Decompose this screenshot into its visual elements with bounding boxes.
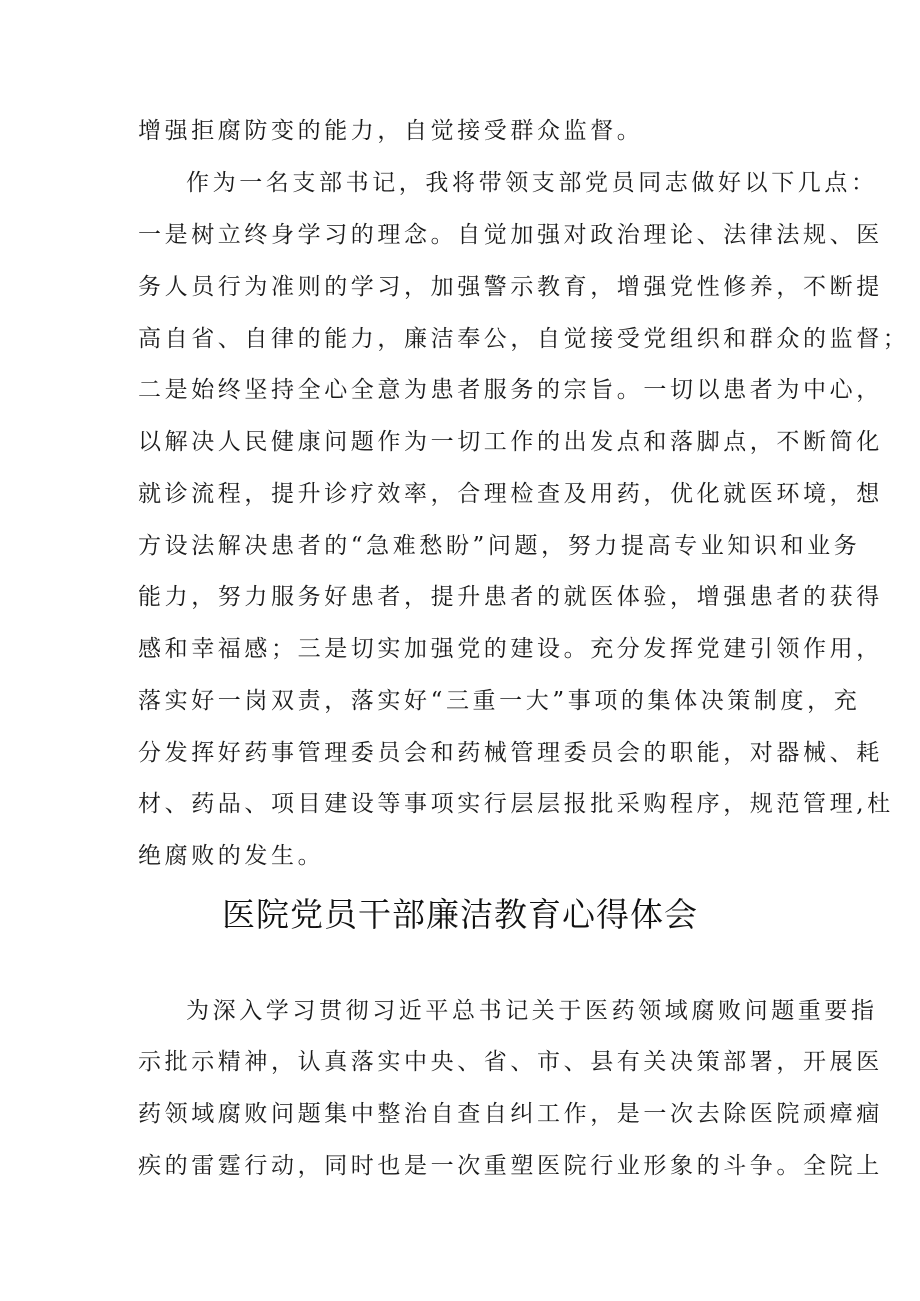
paragraph-line: 能力，努力服务好患者，提升患者的就医体验，增强患者的获得 [138, 584, 883, 610]
paragraph-line: 以解决人民健康问题作为一切工作的出发点和落脚点，不断简化 [138, 429, 883, 455]
paragraph-line: 作为一名支部书记，我将带领支部党员同志做好以下几点： [186, 170, 878, 196]
paragraph-line: 二是始终坚持全心全意为患者服务的宗旨。一切以患者为中心， [138, 377, 883, 403]
paragraph-line: 分发挥好药事管理委员会和药械管理委员会的职能，对器械、耗 [138, 740, 883, 766]
paragraph-line: 绝腐败的发生。 [138, 843, 325, 869]
article-title: 医院党员干部廉洁教育心得体会 [222, 895, 698, 934]
paragraph-line: 材、药品、项目建设等事项实行层层报批采购程序，规范管理,杜 [138, 791, 894, 817]
paragraph-line: 方设法解决患者的“急难愁盼”问题，努力提高专业知识和业务 [138, 533, 861, 559]
paragraph-line: 为深入学习贯彻习近平总书记关于医药领域腐败问题重要指 [186, 998, 878, 1024]
paragraph-line: 高自省、自律的能力，廉洁奉公，自觉接受党组织和群众的监督； [138, 326, 910, 352]
paragraph-line: 一是树立终身学习的理念。自觉加强对政治理论、法律法规、医 [138, 222, 883, 248]
paragraph-line: 务人员行为准则的学习，加强警示教育，增强党性修养，不断提 [138, 274, 883, 300]
paragraph-line: 示批示精神，认真落实中央、省、市、县有关决策部署，开展医 [138, 1049, 883, 1075]
paragraph-line: 增强拒腐防变的能力，自觉接受群众监督。 [138, 118, 644, 144]
paragraph-line: 落实好一岗双责，落实好“三重一大”事项的集体决策制度，充 [138, 688, 861, 714]
paragraph-line: 感和幸福感；三是切实加强党的建设。充分发挥党建引领作用， [138, 636, 883, 662]
paragraph-line: 疾的雷霆行动，同时也是一次重塑医院行业形象的斗争。全院上 [138, 1153, 883, 1179]
paragraph-line: 药领域腐败问题集中整治自查自纠工作，是一次去除医院顽瘴痼 [138, 1101, 883, 1127]
paragraph-line: 就诊流程，提升诊疗效率，合理检查及用药，优化就医环境，想 [138, 481, 883, 507]
